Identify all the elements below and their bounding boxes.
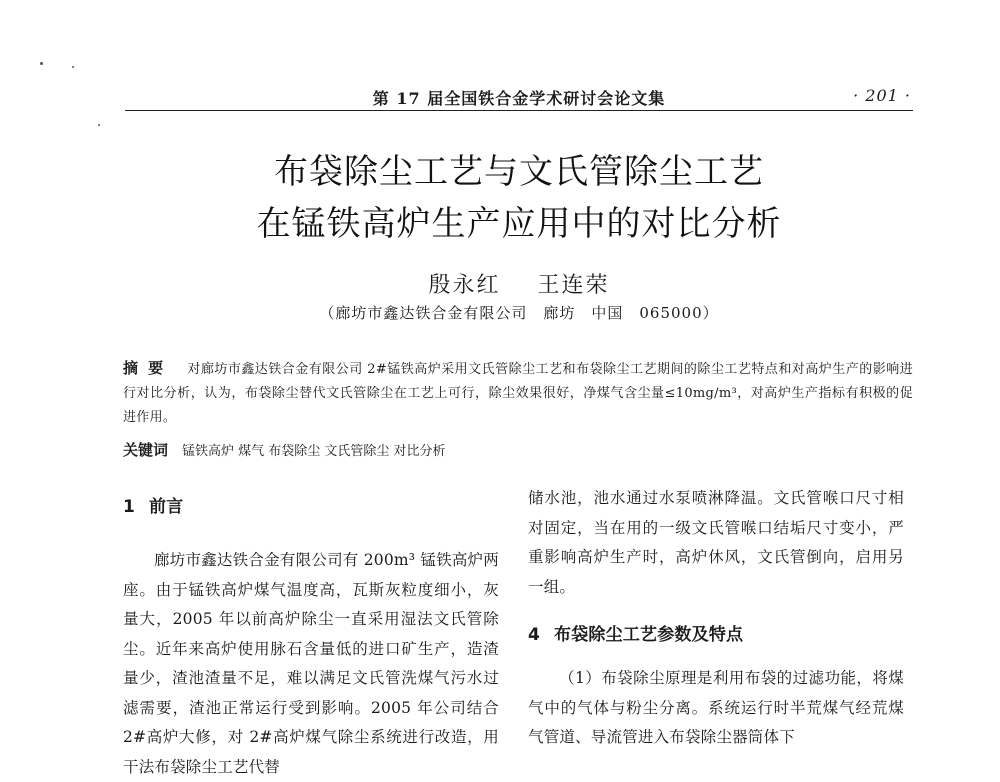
scan-speck bbox=[72, 66, 74, 68]
abstract-text: 对廊坊市鑫达铁合金有限公司 2#锰铁高炉采用文氏管除尘工艺和布袋除尘工艺期间的除尘工艺特点和对高炉生产的影响进行对比分析，认为，布袋除尘替代文氏管除尘在工艺上可行，除尘效果很好，净煤气含尘量≤10mg/m³，对高炉生产指标有积极的促进作用。 bbox=[123, 362, 913, 425]
section-title: 前言 bbox=[149, 497, 184, 517]
section-heading bbox=[528, 620, 904, 650]
section-number: 4 bbox=[528, 625, 541, 645]
scan-speck bbox=[98, 124, 100, 126]
abstract-label: 摘要 bbox=[123, 359, 174, 377]
right-column bbox=[528, 484, 904, 753]
section-title: 布袋除尘工艺参数及特点 bbox=[554, 625, 744, 645]
section-number: 1 bbox=[123, 497, 136, 517]
author-name: 殷永红 bbox=[428, 273, 501, 298]
journal-title: 第 17 届全国铁合金学术研讨会论文集 bbox=[372, 89, 666, 108]
affiliation: （廊坊市鑫达铁合金有限公司 廊坊 中国 065000） bbox=[319, 304, 719, 322]
author-name: 王连荣 bbox=[537, 273, 610, 298]
author-list bbox=[125, 268, 913, 299]
section-heading bbox=[123, 492, 499, 522]
keywords bbox=[123, 438, 913, 464]
abstract bbox=[123, 356, 913, 430]
page-number: · 201 · bbox=[853, 86, 911, 105]
paper-title-line-2: 在锰铁高炉生产应用中的对比分析 bbox=[256, 204, 782, 244]
body-paragraph: （1）布袋除尘原理是利用布袋的过滤功能，将煤气中的气体与粉尘分离。系统运行时半荒煤气经荒煤气管道、导流管进入布袋除尘器筒体下 bbox=[528, 669, 904, 746]
body-paragraph: 储水池，池水通过水泵喷淋降温。文氏管喉口尺寸相对固定，当在用的一级文氏管喉口结垢尺寸变小，严重影响高炉生产时，高炉休风，文氏管倒向，启用另一组。 bbox=[528, 489, 904, 596]
left-column bbox=[123, 492, 499, 782]
paper-title-line-1: 布袋除尘工艺与文氏管除尘工艺 bbox=[274, 152, 764, 192]
body-paragraph: 廊坊市鑫达铁合金有限公司有 200m³ 锰铁高炉两座。由于锰铁高炉煤气温度高，瓦斯灰粒度细小，灰量大，2005 年以前高炉除尘一直采用湿法文氏管除尘。近年来高炉使用脉石含量低的进口矿生产，造渣量少，渣池渣量不足，难以满足文氏管洗煤气污水过滤需要，渣池正常运行受到影响。2005 年公司结合 2#高炉大修，对 2#高炉煤气除尘系统进行改造，用干法布袋除尘工艺代替 bbox=[123, 551, 499, 776]
scan-speck bbox=[40, 62, 43, 65]
keywords-text: 锰铁高炉 煤气 布袋除尘 文氏管除尘 对比分析 bbox=[182, 444, 446, 459]
keywords-label: 关键词 bbox=[123, 441, 169, 459]
running-header bbox=[125, 82, 913, 111]
